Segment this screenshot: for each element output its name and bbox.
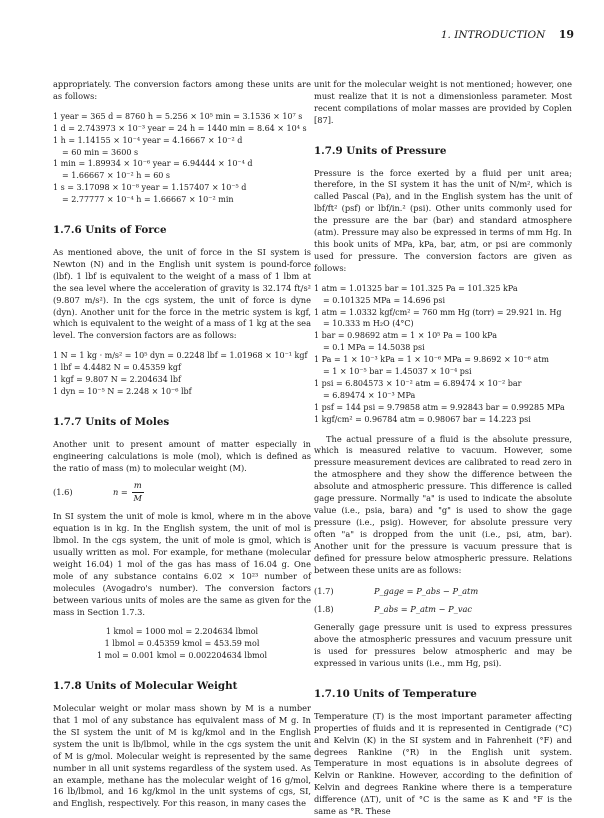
formula-line: 1 bar = 0.98692 atm = 1 × 10⁵ Pa = 100 kPa (314, 331, 497, 341)
formula-line: 1 N = 1 kg · m/s² = 10⁵ dyn = 0.2248 lbf = 1.01968 × 10⁻¹ kgf (53, 351, 308, 361)
equation-lhs: n = (113, 486, 128, 497)
equation-1-6 (53, 480, 311, 505)
equation-1-7 (314, 586, 572, 598)
equation-number: (1.6) (53, 486, 73, 497)
formula-line: 1 psf = 144 psi = 9.79858 atm = 9.92843 bar = 0.99285 MPa (314, 402, 565, 412)
pressure-paragraph-2: The actual pressure of a fluid is the absolute pressure, which is measured relative to vacuum. However, some pressure measurement devices are calibrated to read zero in the atmosphere and they show the difference between the absolute and atmospheric pressure. This difference is called gage pressure. Normally "a" is used to indicate the absolute value (i.e., psia, bara) and "g" is used to show the gage pressure (i.e., psig). However, for absolute pressure very often "a" is dropped from the unit (i.e., psi, atm, bar). Another unit for the pressure is vacuum pressure that is defined for pressure below atmospheric pressure. Relations between these units are as follows: (314, 433, 572, 575)
formula-line: 1 lbf = 4.4482 N = 0.45359 kgf (53, 363, 181, 373)
formula-line: 1 Pa = 1 × 10⁻³ kPa = 1 × 10⁻⁶ MPa = 9.8692 × 10⁻⁶ atm (314, 355, 549, 365)
formula-line: 1 h = 1.14155 × 10⁻⁴ year = 4.16667 × 10⁻² d (53, 135, 243, 145)
molecular-weight-paragraph: Molecular weight or molar mass shown by M is a number that 1 mol of any substance has equivalent mass of M g. In the SI system the unit of M is kg/kmol and in the English system the unit is lb/lbmol, while in the cgs system the unit of M is g/mol. Molecular weight is represented by the same number in all unit systems regardless of the system used. As an example, methane has the molecular weight of 16 g/mol, 16 lb/lbmol, and 16 kg/kmol in the unit systems of cgs, SI, and English, respectively. For this reason, in many cases the (53, 703, 311, 809)
time-conversions (53, 111, 311, 206)
fraction-denominator: M (133, 493, 142, 504)
pressure-conversions (314, 283, 572, 426)
formula-line: 1 atm = 1.01325 bar = 101.325 Pa = 101.325 kPa (314, 283, 518, 293)
molecular-weight-continued: unit for the molecular weight is not mentioned; however, one must realize that it is not a dimensionless parameter. Most recent compilations of molar masses are provided by Coplen [87]. (314, 79, 572, 125)
equation-expression: P_gage = P_abs − P_atm (374, 586, 479, 597)
formula-line: 1 dyn = 10⁻⁵ N = 2.248 × 10⁻⁶ lbf (53, 386, 192, 396)
equation-expression: P_abs = P_atm − P_vac (374, 604, 473, 615)
mole-conversions (53, 626, 311, 662)
pressure-paragraph: Pressure is the force exerted by a fluid per unit area; therefore, in the SI system it has the unit of N/m², which is called Pascal (Pa), and in the English system has the unit of lbf/ft² (psf) or lbf/in.² (psi). Other units commonly used for the pressure are the bar (bar) and standard atmosphere (atm). Pressure may also be expressed in terms of mm Hg. In this book units of MPa, kPa, bar, atm, or psi are commonly used for pressure. The conversion factors are given as follows: (314, 167, 572, 273)
running-header (441, 28, 574, 41)
equation-1-8 (314, 604, 572, 616)
fraction-numerator: m (132, 480, 144, 493)
moles-paragraph-2: In SI system the unit of mole is kmol, where m in the above equation is in kg. In the English system, the unit of mol is lbmol. In the cgs system, the unit of mole is gmol, which is usually written as mol. For example, for methane (molecular weight 16.04) 1 mol of the gas has mass of 16.04 g. One mole of any substance contains 6.02 × 10²³ number of molecules (Avogadro's number). The conversion factors between various units of moles are the same as given for the mass in Section 1.7.3. (53, 511, 311, 617)
formula-line: = 2.77777 × 10⁻⁴ h = 1.66667 × 10⁻² min (62, 195, 234, 205)
formula-line: = 10.333 m H₂O (4°C) (323, 319, 414, 329)
formula-line: = 1 × 10⁻⁵ bar = 1.45037 × 10⁻⁴ psi (323, 367, 472, 377)
section-heading-pressure: 1.7.9 Units of Pressure (314, 144, 447, 157)
section-heading-moles: 1.7.7 Units of Moles (53, 415, 170, 428)
pressure-paragraph-3: Generally gage pressure unit is used to express pressures above the atmospheric pressures and vacuum pressure unit is used for pressures below atmospheric and may be expressed in various units (i.e., mm Hg, psi). (314, 622, 572, 668)
formula-line: 1 s = 3.17098 × 10⁻⁸ year = 1.157407 × 10⁻⁵ d (53, 183, 247, 193)
left-column (53, 79, 311, 810)
equation-fraction (132, 480, 144, 505)
formula-line: = 1.66667 × 10⁻² h = 60 s (62, 171, 171, 181)
formula-line: 1 kgf/cm² = 0.96784 atm = 0.98067 bar = 14.223 psi (314, 414, 531, 424)
formula-line: 1 mol = 0.001 kmol = 0.002204634 lbmol (96, 651, 268, 661)
chapter-title: 1. INTRODUCTION (440, 29, 546, 41)
formula-line: 1 lbmol = 0.45359 kmol = 453.59 mol (104, 639, 260, 649)
equation-number: (1.8) (314, 604, 334, 615)
intro-paragraph: appropriately. The conversion factors among these units are as follows: (53, 79, 311, 101)
formula-line: 1 kgf = 9.807 N = 2.204634 lbf (53, 375, 181, 385)
page-number: 19 (558, 28, 574, 41)
formula-line: = 60 min = 3600 s (62, 147, 139, 157)
force-conversions (53, 350, 311, 398)
formula-line: 1 d = 2.743973 × 10⁻³ year = 24 h = 1440 min = 8.64 × 10⁴ s (53, 123, 307, 133)
moles-paragraph: Another unit to present amount of matter especially in engineering calculations is mole (mol), which is defined as the ratio of mass (m) to molecular weight (M). (53, 438, 311, 473)
equation-number: (1.7) (314, 586, 334, 597)
formula-line: 1 min = 1.89934 × 10⁻⁶ year = 6.94444 × 10⁻⁴ d (53, 159, 253, 169)
formula-line: = 0.101325 MPa = 14.696 psi (323, 295, 446, 305)
formula-line: = 6.89474 × 10⁻³ MPa (323, 390, 416, 400)
formula-line: = 0.1 MPa = 14.5038 psi (323, 343, 425, 353)
temperature-paragraph: Temperature (T) is the most important parameter affecting properties of fluids and it is represented in Centigrade (°C) and Kelvin (K) in the SI system and in Fahrenheit (°F) and degrees Rankine (°R) in the English unit system. Temperature in most equations is in absolute degrees of Kelvin or Rankine. However, according to the definition of Kelvin and degrees Rankine where there is a temperature difference (ΔT), unit of °C is the same as K and °F is the same as °R. These (314, 710, 572, 817)
section-heading-force: 1.7.6 Units of Force (53, 224, 167, 237)
force-paragraph: As mentioned above, the unit of force in the SI system is Newton (N) and in the English unit system is pound-force (lbf). 1 lbf is equivalent to the weight of a mass of 1 lbm at the sea level where the acceleration of gravity is 32.174 ft/s² (9.807 m/s²). In the cgs system, the unit of force is dyne (dyn). Another unit for the force in the metric system is kgf, which is equivalent to the weight of a mass of 1 kg at the sea level. The conversion factors are as follows: (53, 246, 311, 341)
section-heading-temperature: 1.7.10 Units of Temperature (314, 687, 477, 700)
section-heading-molecular-weight: 1.7.8 Units of Molecular Weight (53, 680, 238, 693)
formula-line: 1 year = 365 d = 8760 h = 5.256 × 10⁵ min = 3.1536 × 10⁷ s (53, 111, 303, 121)
right-column (314, 79, 572, 818)
formula-line: 1 psi = 6.804573 × 10⁻² atm = 6.89474 × 10⁻² bar (314, 378, 522, 388)
formula-line: 1 atm = 1.0332 kgf/cm² = 760 mm Hg (torr) = 29.921 in. Hg (314, 307, 562, 317)
formula-line: 1 kmol = 1000 mol = 2.204634 lbmol (105, 627, 259, 637)
